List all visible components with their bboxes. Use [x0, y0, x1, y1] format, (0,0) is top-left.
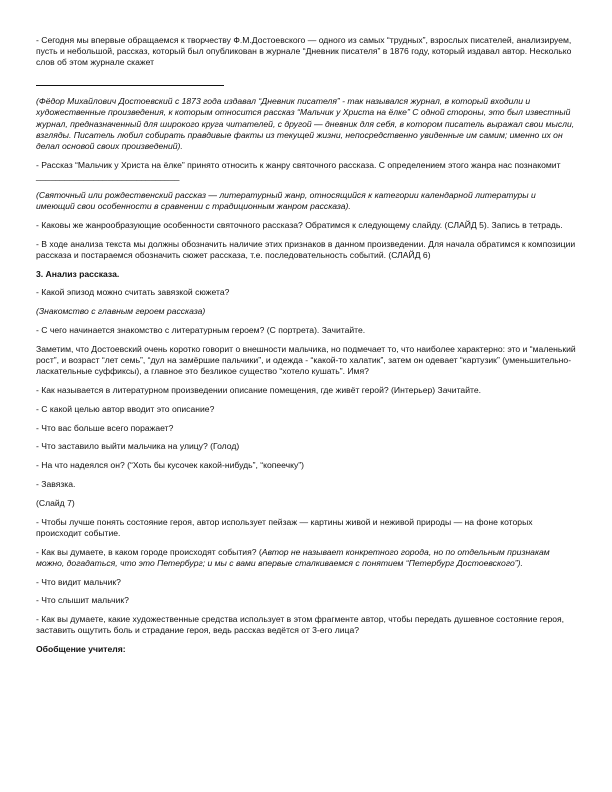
section-heading-analysis: 3. Анализ рассказа.: [36, 268, 120, 279]
paragraph-portrait-note: Заметим, что Достоевский очень коротко говорит о внешности мальчика, но подмечает то, что наиболее характерно: это и “маленький рост”, и возраст “лет семь”, “дул на замёршие пальчики”, и одежда - “какой-то халатик”, затем он одевает “картузик” (уменьшительно-ласкательные суффиксы), а главное это безликое существо “хотело кушать”. Имя?: [36, 343, 576, 377]
question-city: [36, 547, 576, 569]
paragraph-genre-features: - Каковы же жанрообразующие особенности святочного рассказа? Обратимся к следующему слайду. (СЛАЙД 5). Запись в тетрадь.: [36, 219, 563, 230]
question-interior: - Как называется в литературном произведении описание помещения, где живёт герой? (Интерьер) Зачитайте.: [36, 385, 482, 395]
answer-plot-start: (Знакомство с главным героем рассказа): [36, 306, 206, 317]
question-hears: - Что слышит мальчик?: [36, 595, 129, 606]
question-portrait: - С чего начинается знакомство с литературным героем? (С портрета). Зачитайте.: [36, 325, 366, 335]
paragraph-journal-note: (Фёдор Михайлович Достоевский с 1873 года издавал “Дневник писателя” - так назывался журнал, в который входили и художественные произведения, к которым относится рассказ “Мальчик у Христа на ёлке” С одной стороны, это был известный журнал, предназначенный для широкого круга читателей, с другой — дневник для себя, в котором писатель выражал свои мысли, взгляды. Писатель любил собирать правдивые факты из текущей жизни, непосредственно увиденные им самим; именно их он делал основой своих произведений).: [36, 96, 575, 152]
label-plot-start: - Завязка.: [36, 478, 76, 489]
paragraph-composition: - В ходе анализа текста мы должны обозначить наличие этих признаков в данном произведении. Для начала обратимся к композиции рассказа и постараемся обозначить сюжет рассказа, т.е. последовательность событий. (СЛАЙД 6): [36, 238, 576, 260]
question-hope: - На что надеялся он? (“Хоть бы кусочек какой-нибудь”, “копеечку”): [36, 460, 305, 471]
question-plot-start: - Какой эпизод можно считать завязкой сюжета?: [36, 287, 230, 298]
paragraph-genre-definition: (Святочный или рождественский рассказ — литературный жанр, относящийся к категории календарной литературы и имеющий свои особенности в сравнении с традиционным жанром рассказа).: [36, 189, 536, 212]
question-city-text: - Как вы думаете, в каком городе происходят события? (: [36, 546, 262, 557]
question-hunger: - Что заставило выйти мальчика на улицу? (Голод): [36, 441, 240, 452]
heading-teacher-summary: Обобщение учителя:: [36, 644, 126, 655]
answer-city: Автор не называет конкретного города, но по отдельным признакам можно, догадаться, что это Петербург; и мы с вами впервые сталкиваемся с понятием “Петербург Достоевского”).: [36, 546, 550, 568]
question-purpose: - С какой целью автор вводит это описание?: [36, 403, 215, 414]
question-sees: - Что видит мальчик?: [36, 576, 121, 587]
answer-blank-line: [36, 76, 224, 86]
paragraph-genre-question: - Рассказ “Мальчик у Христа на ёлке” принято относить к жанру святочного рассказа. С определением этого жанра нас познакомит ______________________________: [36, 159, 561, 182]
paragraph-intro: - Сегодня мы впервые обращаемся к творчеству Ф.М.Достоевского — одного из самых “трудных”, взрослых писателей, анализируем, пусть и небольшой, рассказ, который был опубликован в журнале “Дневник писателя” в 1876 году, который издавал автор. Несколько слов об этом журнале скажет: [36, 35, 572, 68]
question-impression: - Что вас больше всего поражает?: [36, 422, 174, 433]
question-artistic-means: - Как вы думаете, какие художественные средства использует в этом фрагменте автор, чтобы передать душевное состояние героя, заставить ощутить боль и страдание героя, ведь рассказ ведётся от 3-его лица?: [36, 614, 565, 636]
paragraph-landscape: - Чтобы лучше понять состояние героя, автор использует пейзаж — картины живой и неживой природы — на фоне которых происходит событие.: [36, 516, 533, 538]
label-slide-7: (Слайд 7): [36, 497, 75, 508]
